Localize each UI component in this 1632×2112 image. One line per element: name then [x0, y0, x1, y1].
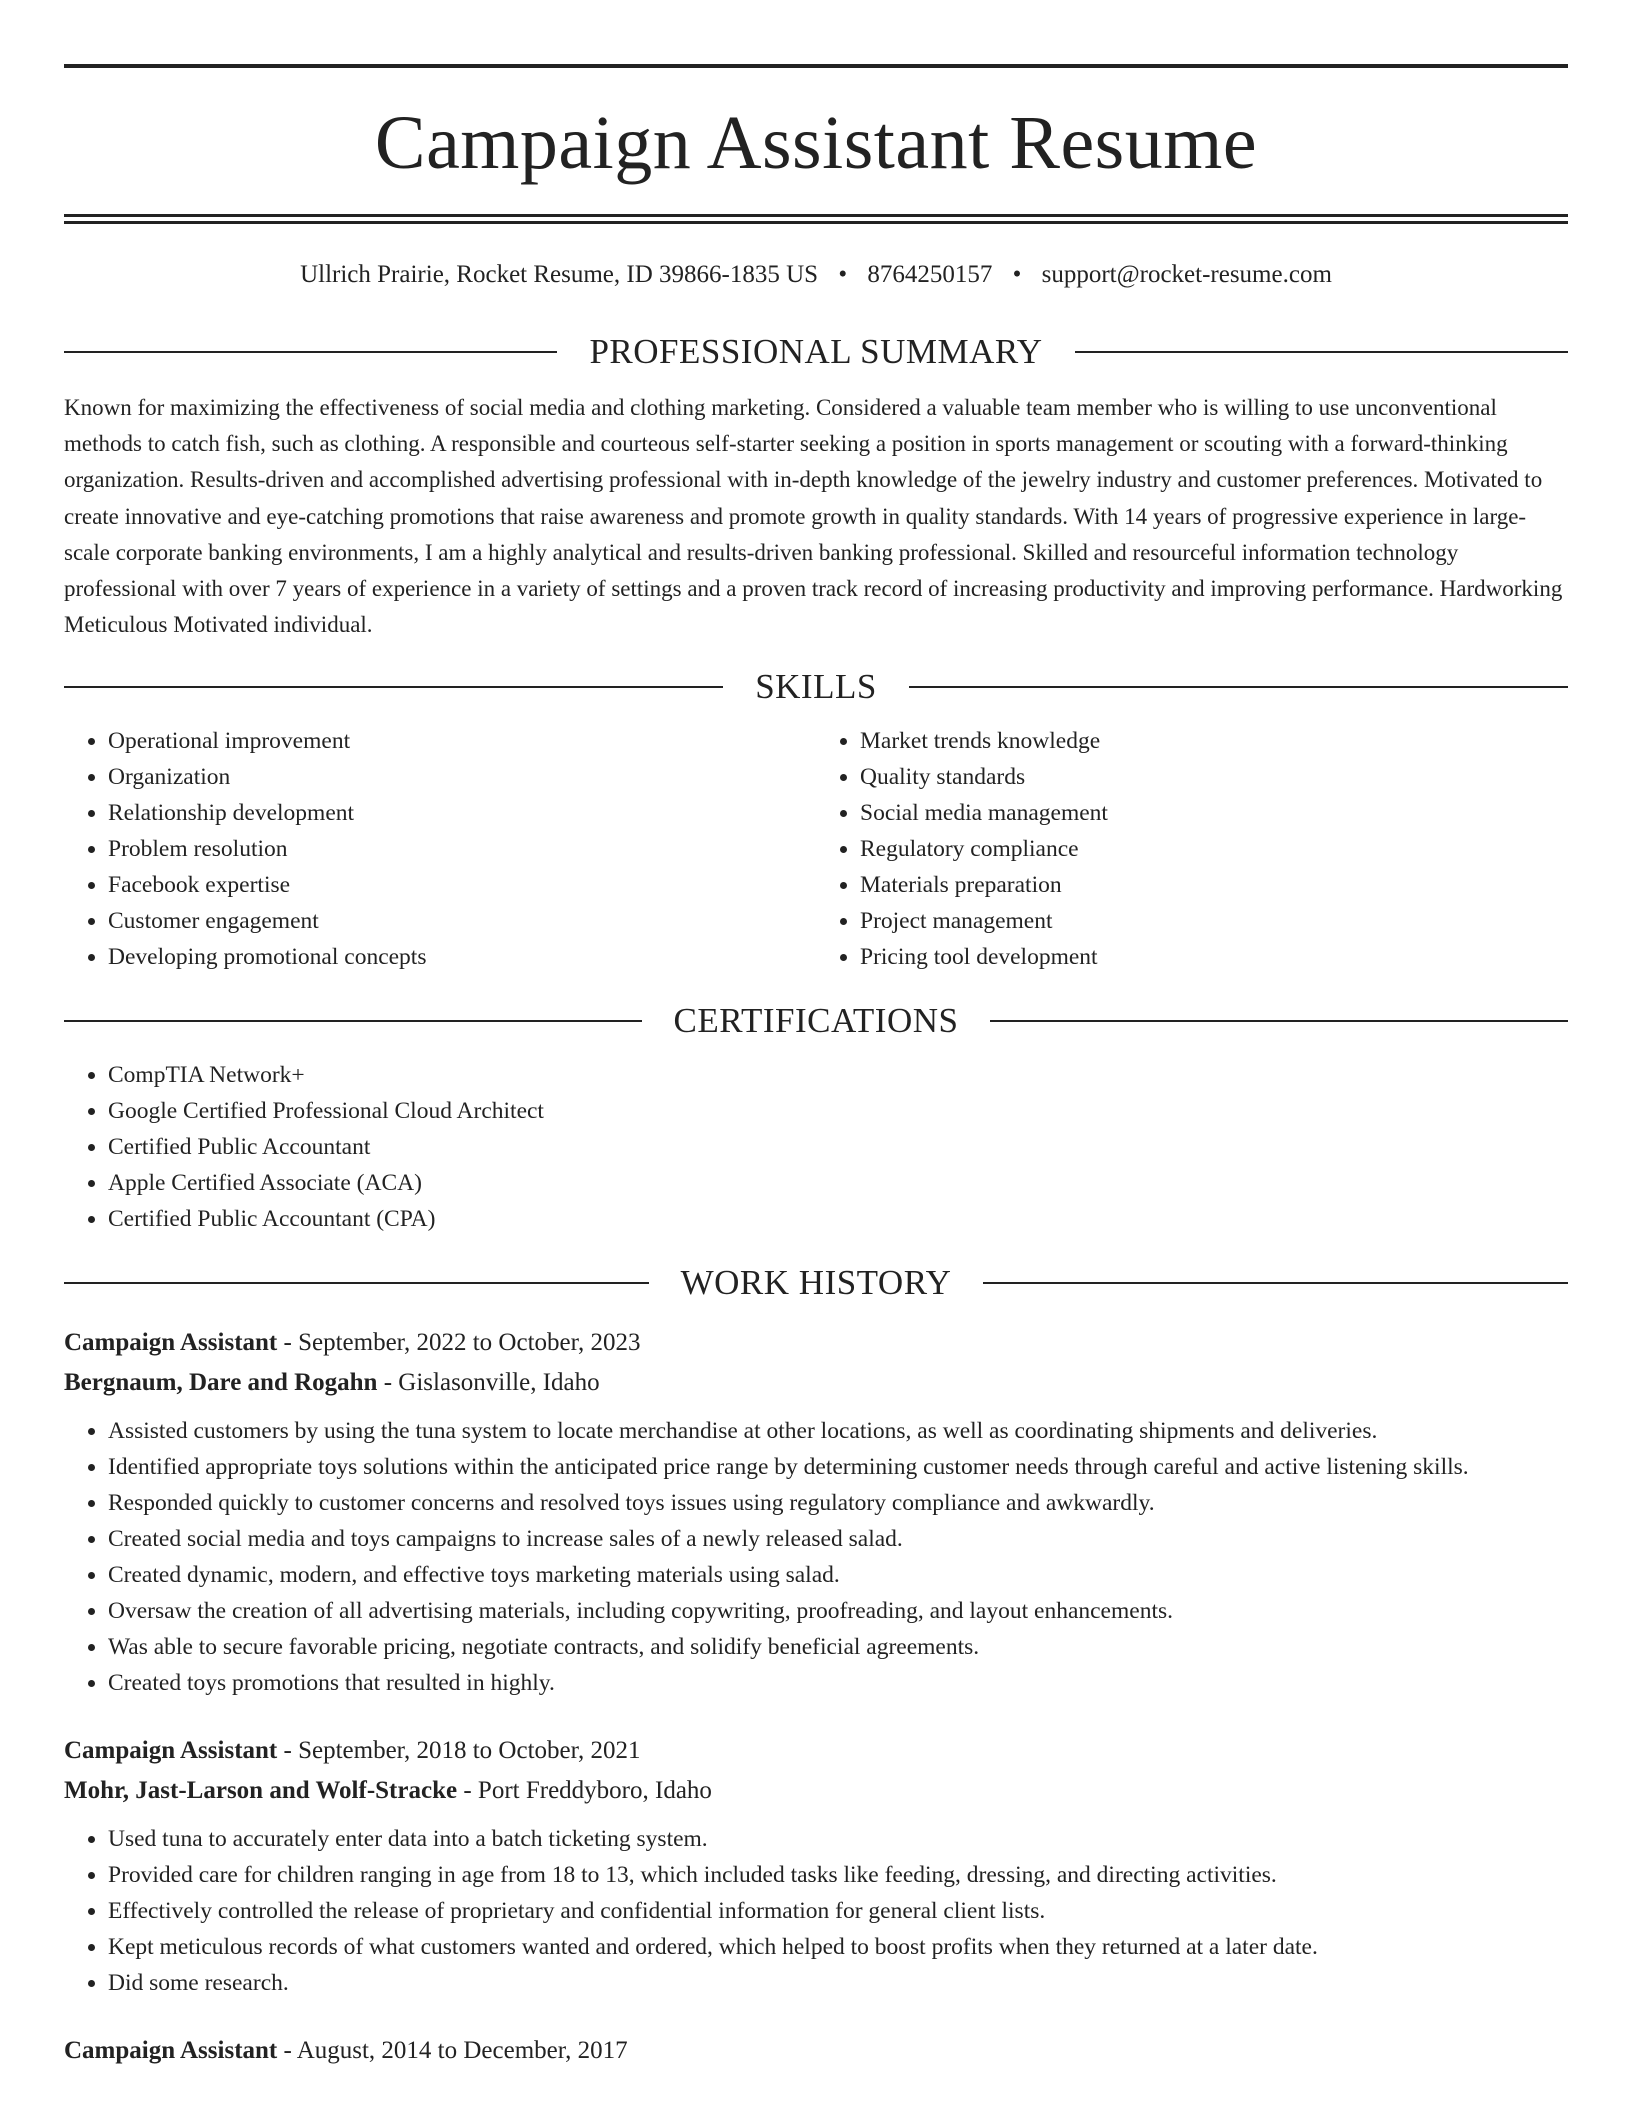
certification-item: • Certified Public Accountant	[108, 1129, 1568, 1165]
heading-rule-right	[983, 1282, 1568, 1284]
job-title-line	[64, 2031, 1568, 2071]
job-company: Bergnaum, Dare and Rogahn	[64, 1369, 378, 1397]
job-duty-item: • Created dynamic, modern, and effective toys marketing materials using salad.	[108, 1557, 1568, 1593]
job-entry	[64, 2031, 1568, 2071]
certification-item: • CompTIA Network+	[108, 1057, 1568, 1093]
job-duty-item: • Used tuna to accurately enter data into a batch ticketing system.	[108, 1821, 1568, 1857]
contact-line	[64, 258, 1568, 292]
job-duty-item: • Oversaw the creation of all advertising materials, including copywriting, proofreading, and layout enhancements.	[108, 1593, 1568, 1629]
certifications-heading-label: CERTIFICATIONS	[673, 1001, 959, 1041]
job-duty-item: • Did some research.	[108, 1965, 1568, 2001]
job-duty-item: • Responded quickly to customer concerns and resolved toys issues using regulatory compliance and awkwardly.	[108, 1485, 1568, 1521]
certification-item: • Certified Public Accountant (CPA)	[108, 1201, 1568, 1237]
job-title-line	[64, 1731, 1568, 1771]
job-entry	[64, 1731, 1568, 2001]
job-title: Campaign Assistant	[64, 2037, 278, 2065]
job-location: - Port Freddyboro, Idaho	[457, 1777, 712, 1805]
contact-separator: •	[1012, 261, 1022, 288]
certifications-heading	[64, 999, 1568, 1043]
contact-address: Ullrich Prairie, Rocket Resume, ID 39866-1835 US	[300, 261, 819, 288]
job-title: Campaign Assistant	[64, 1737, 278, 1765]
certifications-list	[64, 1057, 1568, 1237]
job-dates: - September, 2018 to October, 2021	[277, 1737, 641, 1765]
skill-item: • Pricing tool development	[860, 939, 1568, 975]
job-dates: - August, 2014 to December, 2017	[277, 2037, 628, 2065]
job-title: Campaign Assistant	[64, 1329, 278, 1357]
heading-rule-right	[990, 1020, 1568, 1022]
job-entry	[64, 1323, 1568, 1701]
skill-item: • Materials preparation	[860, 867, 1568, 903]
job-duty-item: • Created toys promotions that resulted in highly.	[108, 1665, 1568, 1701]
job-duty-item: • Assisted customers by using the tuna system to locate merchandise at other locations, as well as coordinating shipments and deliveries.	[108, 1413, 1568, 1449]
job-duty-item: • Identified appropriate toys solutions within the anticipated price range by determining customer needs through careful and active listening skills.	[108, 1449, 1568, 1485]
skill-item: • Quality standards	[860, 759, 1568, 795]
job-duty-item: • Effectively controlled the release of proprietary and confidential information for general client lists.	[108, 1893, 1568, 1929]
skill-item: • Regulatory compliance	[860, 831, 1568, 867]
job-title-line	[64, 1323, 1568, 1363]
heading-rule-left	[64, 686, 723, 688]
work-history-list	[64, 1323, 1568, 2071]
contact-separator: •	[838, 261, 848, 288]
summary-heading	[64, 330, 1568, 374]
skill-item: • Social media management	[860, 795, 1568, 831]
heading-rule-right	[909, 686, 1568, 688]
job-dates: - September, 2022 to October, 2023	[277, 1329, 641, 1357]
contact-phone: 8764250157	[867, 261, 993, 288]
job-duty-item: • Provided care for children ranging in age from 18 to 13, which included tasks like feeding, dressing, and directing activities.	[108, 1857, 1568, 1893]
job-company-line	[64, 1771, 1568, 1811]
contact-email: support@rocket-resume.com	[1041, 261, 1332, 288]
heading-rule-right	[1075, 351, 1568, 353]
job-duty-item: • Kept meticulous records of what customers wanted and ordered, which helped to boost profits when they returned at a later date.	[108, 1929, 1568, 1965]
heading-rule-left	[64, 1282, 649, 1284]
job-duties-list	[64, 1413, 1568, 1701]
job-duty-item: • Created social media and toys campaigns to increase sales of a newly released salad.	[108, 1521, 1568, 1557]
skill-item: • Project management	[860, 903, 1568, 939]
job-duties-list	[64, 1821, 1568, 2001]
job-company: Mohr, Jast-Larson and Wolf-Stracke	[64, 1777, 458, 1805]
skills-column-left	[64, 723, 816, 975]
skill-item: • Customer engagement	[108, 903, 816, 939]
skill-item: • Operational improvement	[108, 723, 816, 759]
job-location: - Gislasonville, Idaho	[377, 1369, 600, 1397]
resume-page	[64, 64, 1568, 2071]
job-company-line	[64, 1363, 1568, 1403]
resume-title: Campaign Assistant Resume	[374, 101, 1258, 185]
skill-item: • Organization	[108, 759, 816, 795]
certification-item: • Google Certified Professional Cloud Architect	[108, 1093, 1568, 1129]
skills-heading	[64, 665, 1568, 709]
skills-column-right	[816, 723, 1568, 975]
skill-item: • Facebook expertise	[108, 867, 816, 903]
title-double-rule	[64, 214, 1568, 224]
heading-rule-left	[64, 1020, 642, 1022]
skill-item: • Developing promotional concepts	[108, 939, 816, 975]
skills-heading-label: SKILLS	[755, 667, 877, 707]
certification-item: • Apple Certified Associate (ACA)	[108, 1165, 1568, 1201]
job-duty-item: • Was able to secure favorable pricing, negotiate contracts, and solidify beneficial agreements.	[108, 1629, 1568, 1665]
skill-item: • Problem resolution	[108, 831, 816, 867]
skill-item: • Market trends knowledge	[860, 723, 1568, 759]
skills-list	[64, 709, 1568, 975]
heading-rule-left	[64, 351, 557, 353]
summary-heading-label: PROFESSIONAL SUMMARY	[589, 332, 1043, 371]
top-rule	[64, 64, 1568, 68]
skill-item: • Relationship development	[108, 795, 816, 831]
work-heading	[64, 1261, 1568, 1305]
summary-text: Known for maximizing the effectiveness of social media and clothing marketing. Considered a valuable team member who is willing to use unconventional methods to catch fish, such as clothing. A responsible and courteous self-starter seeking a position in sports management or scouting with a forward-thinking organization. Results-driven and accomplished advertising professional with in-depth knowledge of the jewelry industry and customer preferences. Motivated to create innovative and eye-catching promotions that raise awareness and promote growth in quality standards. With 14 years of progressive experience in large-scale corporate banking environments, I am a highly analytical and results-driven banking professional. Skilled and resourceful information technology professional with over 7 years of experience in a variety of settings and a proven track record of increasing productivity and improving performance. Hardworking Meticulous Motivated individual.	[64, 395, 1563, 638]
work-heading-label: WORK HISTORY	[680, 1263, 952, 1303]
